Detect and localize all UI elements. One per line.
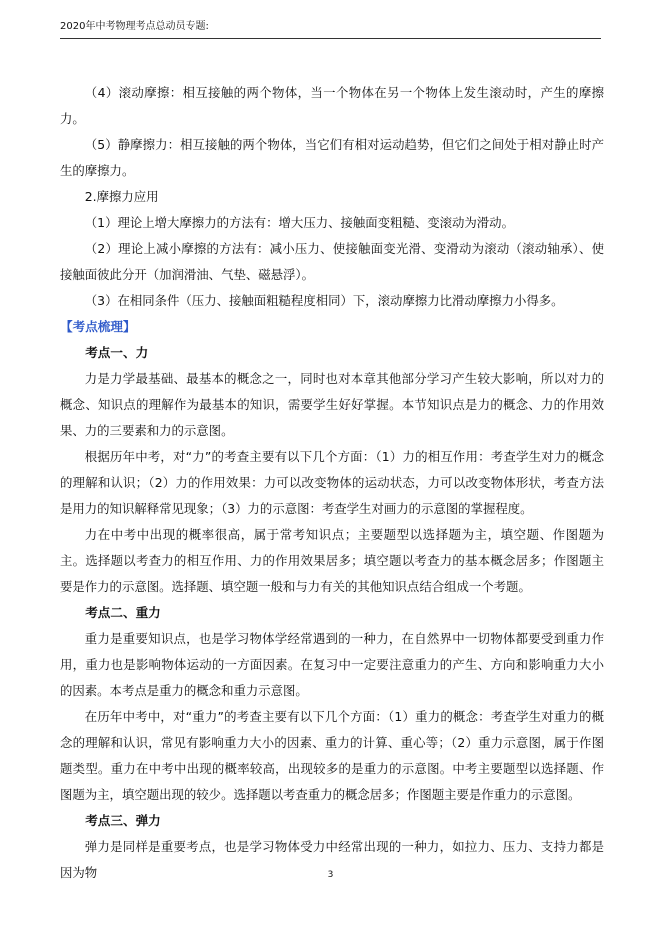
kaodian-2-paragraph-1: 重力是重要知识点，也是学习物体学经常遇到的一种力，在自然界中一切物体都要受到重力作用，重力也是影响物体运动的一方面因素。在复习中一定要注意重力的产生、方向和影响重力大小的因素。本考点是重力的概念和重力示意图。 bbox=[60, 631, 604, 698]
paragraph-static-friction: （5）静摩擦力：相互接触的两个物体，当它们有相对运动趋势，但它们之间处于相对静止时产生的摩擦力。 bbox=[60, 137, 604, 178]
paragraph-rolling-vs-sliding: （3）在相同条件（压力、接触面粗糙程度相同）下，滚动摩擦力比滑动摩擦力小得多。 bbox=[84, 293, 564, 308]
kaodian-1-paragraph-3: 力在中考中出现的概率很高，属于常考知识点；主要题型以选择题为主，填空题、作图题为主。选择题以考查力的相互作用、力的作用效果居多；填空题以考查力的基本概念居多；作图题主要是作力的示意图。选择题、填空题一般和与力有关的其他知识点结合组成一个考题。 bbox=[60, 527, 604, 594]
paragraph-decrease-friction: （2）理论上减小摩擦的方法有：减小压力、使接触面变光滑、变滑动为滚动（滚动轴承）、使接触面彼此分开（加润滑油、气垫、磁悬浮）。 bbox=[60, 241, 604, 282]
kaodian-2-title: 考点二、重力 bbox=[85, 605, 161, 620]
page-header: 2020年中考物理考点总动员专题: bbox=[60, 20, 601, 39]
section-title-kaodian-shuli: 【考点梳理】 bbox=[60, 319, 136, 334]
kaodian-3-title: 考点三、弹力 bbox=[85, 813, 161, 828]
paragraph-increase-friction: （1）理论上增大摩擦力的方法有：增大压力、接触面变粗糙、变滚动为滑动。 bbox=[84, 215, 514, 230]
subheading-friction-application: 2.摩擦力应用 bbox=[84, 189, 159, 204]
kaodian-2-paragraph-2: 在历年中考中，对“重力”的考查主要有以下几个方面：（1）重力的概念：考查学生对重力的概念的理解和认识，常见有影响重力大小的因素、重力的计算、重心等；（2）重力示意图，属于作图题类型。重力在中考中出现的概率较高，出现较多的是重力的示意图。中考主要题型以选择题、作图题为主，填空题出现的较少。选择题以考查重力的概念居多；作图题主要是作重力的示意图。 bbox=[60, 709, 604, 802]
paragraph-rolling-friction: （4）滚动摩擦：相互接触的两个物体，当一个物体在另一个物体上发生滚动时，产生的摩擦力。 bbox=[60, 85, 604, 126]
document-body bbox=[60, 80, 604, 886]
kaodian-1-paragraph-2: 根据历年中考，对“力”的考查主要有以下几个方面：（1）力的相互作用：考查学生对力的概念的理解和认识；（2）力的作用效果：力可以改变物体的运动状态，力可以改变物体形状，考查方法是用力的知识解释常见现象；（3）力的示意图：考查学生对画力的示意图的掌握程度。 bbox=[60, 449, 604, 516]
kaodian-1-paragraph-1: 力是力学最基础、最基本的概念之一，同时也对本章其他部分学习产生较大影响，所以对力的概念、知识点的理解作为最基本的知识，需要学生好好掌握。本节知识点是力的概念、力的作用效果、力的三要素和力的示意图。 bbox=[60, 371, 604, 438]
kaodian-3-paragraph-1: 弹力是同样是重要考点，也是学习物体受力中经常出现的一种力，如拉力、压力、支持力都是因为物 bbox=[60, 839, 604, 880]
kaodian-1-title: 考点一、力 bbox=[85, 345, 149, 360]
page-number: 3 bbox=[327, 870, 334, 880]
